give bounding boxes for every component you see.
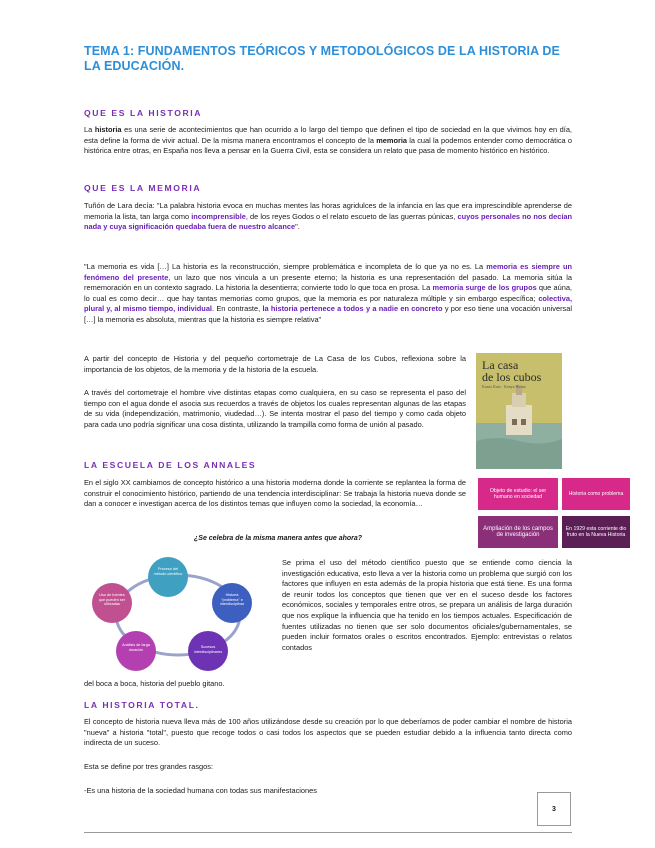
prompt-casa-de-los-cubos: A partir del concepto de Historia y del pequeño cortometraje de La Casa de los Cubos, reflexiona sobre la importancia de los objetos, de la memoria y de la historia de la escuela. — [84, 354, 466, 374]
cycle-node-4-label: Análisis de larga duración — [122, 643, 150, 652]
box-historia-problema: Historia como problema — [562, 478, 630, 510]
paragraph-annales: En el siglo XX cambiamos de concepto histórico a una historia moderna donde la corriente se replantea la forma de construir el conocimiento histórico, partiendo de una tendencia interdisciplinar: Se trabaja la historia nueva donde se dan a conocer e investigan acerca de los distintos temas que influyen como la sociedad, la economía… — [84, 478, 466, 509]
section-heading-historia-total: LA HISTORIA TOTAL. — [84, 700, 200, 710]
section-heading-annales: LA ESCUELA DE LOS ANNALES — [84, 460, 257, 470]
cycle-node-3-label: Sucesos interdisciplinares — [193, 645, 223, 654]
section-heading-memoria: QUE ES LA MEMORIA — [84, 183, 202, 193]
quote-memoria-es-vida: "La memoria es vida […] La historia es la reconstrucción, siempre problemática e incompleta de lo que ya no es. La memoria es siempre un fenómeno del presente, un lazo que nos vincula a un presente eterno; la historia es una representación del pasado. La memoria sitúa la rememoración en un contexto sagrado. La historia la desentierra; convierte todo lo que toca en prosa. La memoria surge de los grupos que aúna, lo cual es como decir… que hay tantas memorias como grupos, que la memoria es por naturaleza múltiple y sin embargo específica; colectiva, plural y, al mismo tiempo, individual. En contraste, la historia pertenece a todos y a nadie en concreto y por eso tiene una vocación universal […] la memoria es absoluta, mientras que la historia es siempre relativa" — [84, 262, 573, 324]
page-title: TEMA 1: FUNDAMENTOS TEÓRICOS Y METODOLÓGICOS DE LA HISTORIA DE LA EDUCACIÓN. — [84, 44, 560, 73]
page-footer-line — [84, 832, 572, 833]
question-text: ¿Se celebra de la misma manera antes que ahora? — [194, 535, 363, 542]
book-title-line2: de los cubos — [482, 370, 542, 384]
paragraph-boca-a-boca: del boca a boca, historia del pueblo gitano. — [84, 679, 225, 688]
paragraph-historia: La historia es una serie de acontecimientos que han ocurrido a lo largo del tiempo que definen el tipo de sociedad en la que vivimos hoy en día, esta define la forma de vivir actual. De la misma manera encontramos el concepto de la memoria la cual la podemos entender como democrática o histórica entre otras, en España nos lleva a pensar en la Guerra Civil, esta se considera un relato que pasa de momento histórico en histórico. — [84, 125, 572, 156]
page-number: 3 — [537, 792, 571, 826]
cycle-node-5-label: Uso de fuentes que pueden ser utilizadas — [98, 593, 126, 607]
cycle-node-2-label: Historia "problema" e interdisciplinar — [219, 593, 245, 607]
box-objeto-de-estudio: Objeto de estudio: el ser humano en sociedad — [478, 478, 558, 510]
paragraph-metodo-cientifico: Se prima el uso del método científico puesto que se entiende como ciencia la investigación educativa, esto lleva a ver la historia como un problema que surgió con los factores que influyen en esta además de la propia historia que está tiene. Es una forma de reunir todos los conceptos que tienen que ver en el suceso desde los factores económicos, sociales y temporales entre otros, se prepara un análisis de larga duración que nos explique la influencia que ha tenido en los tiempos actuales. Especificación de fuentes utilizadas no tienen que ser solo documentos oficiales/gubernamentales, se pueden incluir formatos orales o escritos encontrados. Ejemplo: entrevistas o relatos contados — [282, 558, 572, 652]
book-cover-image — [476, 353, 562, 469]
cycle-node-1-label: Proceso del método científico — [153, 567, 183, 576]
book-title-line1: La casa — [482, 358, 519, 372]
cycle-node-1 — [148, 557, 188, 597]
paragraph-historia-total: El concepto de historia nueva lleva más de 100 años utilizándose desde su creación por lo que deberíamos de poder cambiar el nombre de historia "nueva" a historia "total", puesto que recoge todos o casi todos los aspectos que se pueden estudiar debido a la influencia tanto directa como indirecta de un suceso. — [84, 717, 572, 748]
paragraph-rasgos: Esta se define por tres grandes rasgos: — [84, 762, 213, 771]
cycle-diagram — [82, 555, 274, 675]
box-nueva-historia: En 1929 esta corriente dio fruto en la Nueva Historia — [562, 516, 630, 548]
quote-tunon-de-lara: Tuñón de Lara decía: "La palabra historia evoca en muchas mentes las horas agridulces de la infancia en las que era imprescindible aprenderse de memoria la lista, tan larga como incomprensible, de los reyes Godos o el relato escueto de las guerras púnicas, cuyos personales no nos decían nada y cuya significación quedaba fuera de nuestro alcance". — [84, 201, 572, 232]
book-subtitle: Kunio Kato · Kenya Hirata — [482, 384, 526, 389]
box-ampliacion: Ampliación de los campos de investigación — [478, 516, 558, 548]
paragraph-cortometraje: A través del cortometraje el hombre vive distintas etapas como cualquiera, en su caso se representa el paso del tiempo con el agua donde el asocia sus recuerdos a través de objetos los cuales representan algunas de las etapas de su vida (independización, matrimonio, viudedad…). Se intenta mostrar el paso del tiempo y como cada objeto para cada uno podría significar una cosa distinta, utilizando la trampilla como forma de unión al pasado. — [84, 388, 466, 429]
paragraph-rasgo-1: -Es una historia de la sociedad humana con todas sus manifestaciones — [84, 786, 317, 795]
section-heading-historia: QUE ES LA HISTORIA — [84, 108, 203, 118]
